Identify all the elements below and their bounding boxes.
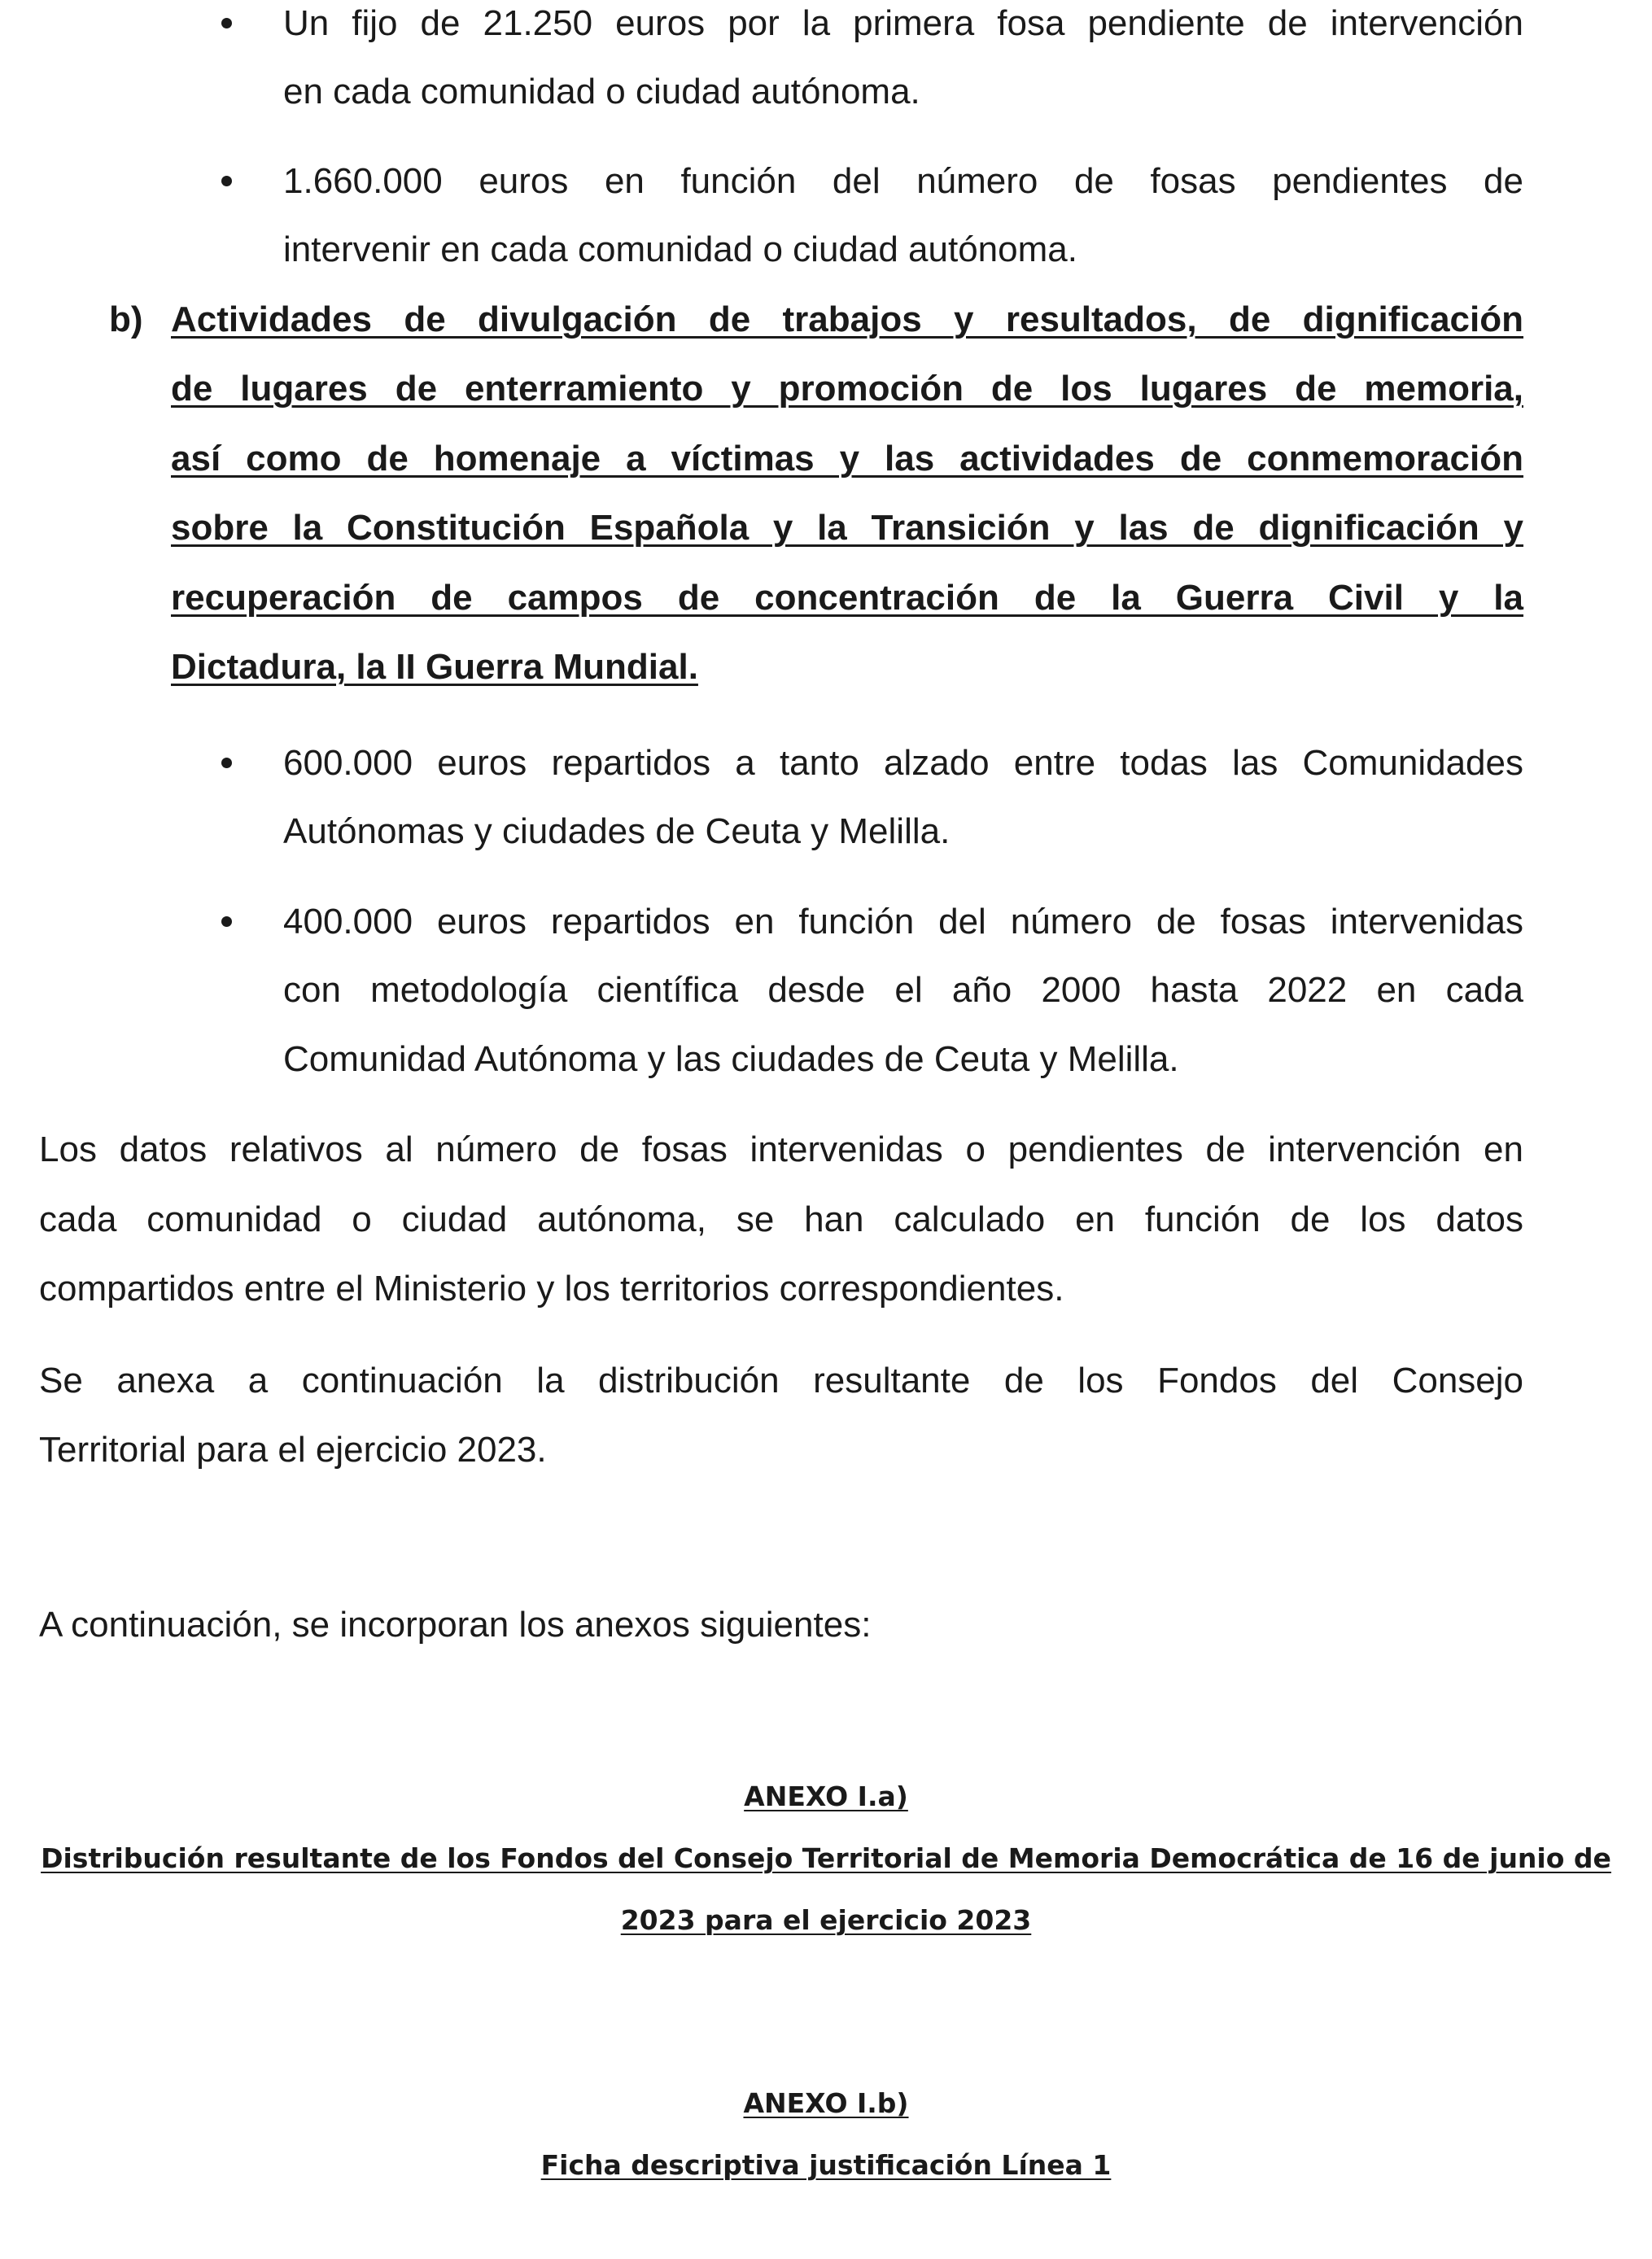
annex-a-line1: Distribución resultante de los Fondos del Consejo Territorial de Memoria Democrática de 16 de junio de xyxy=(41,1842,1611,1874)
section-b-heading-line6: Dictadura, la II Guerra Mundial. xyxy=(171,647,698,687)
bullet-marker-icon xyxy=(221,18,232,28)
section-b-heading-line3: así como de homenaje a víctimas y las actividades de conmemoración xyxy=(171,439,1523,478)
bullet-b2-line3: Comunidad Autónoma y las ciudades de Ceuta y Melilla. xyxy=(283,1039,1179,1079)
paragraph-2-line1: Se anexa a continuación la distribución resultante de los Fondos del Consejo xyxy=(39,1361,1523,1400)
annex-b-subtitle: Ficha descriptiva justificación Línea 1 xyxy=(540,2149,1112,2181)
bullet-b2-line2: con metodología científica desde el año 2000 hasta 2022 en cada xyxy=(283,970,1523,1010)
paragraph-2-line2: Territorial para el ejercicio 2023. xyxy=(39,1430,547,1470)
bullet-a2-line2: intervenir en cada comunidad o ciudad autónoma. xyxy=(283,229,1077,269)
bullet-a1-line2: en cada comunidad o ciudad autónoma. xyxy=(283,72,920,111)
paragraph-1-line2: cada comunidad o ciudad autónoma, se han calculado en función de los datos xyxy=(39,1199,1523,1239)
bullet-a2-line1: 1.660.000 euros en función del número de fosas pendientes de xyxy=(283,161,1523,201)
section-b-heading-line1: Actividades de divulgación de trabajos y resultados, de dignificación xyxy=(171,299,1523,339)
paragraph-3: A continuación, se incorporan los anexos siguientes: xyxy=(39,1605,872,1645)
section-b-heading-line5: recuperación de campos de concentración de la Guerra Civil y la xyxy=(171,578,1523,618)
bullet-b1-line1: 600.000 euros repartidos a tanto alzado entre todas las Comunidades xyxy=(283,743,1523,783)
section-b-label: b) xyxy=(109,299,143,339)
bullet-b2-line1: 400.000 euros repartidos en función del número de fosas intervenidas xyxy=(283,902,1523,942)
annex-a-title: ANEXO I.a) xyxy=(744,1781,908,1812)
bullet-b1-line2: Autónomas y ciudades de Ceuta y Melilla. xyxy=(283,811,951,851)
bullet-marker-icon xyxy=(221,916,232,927)
section-b-heading-line2: de lugares de enterramiento y promoción de los lugares de memoria, xyxy=(171,369,1523,409)
paragraph-1-line3: compartidos entre el Ministerio y los territorios correspondientes. xyxy=(39,1269,1064,1309)
bullet-a1-line1: Un fijo de 21.250 euros por la primera fosa pendiente de intervención xyxy=(283,3,1523,43)
annex-b-title: ANEXO I.b) xyxy=(743,2087,909,2119)
section-b-heading-line4: sobre la Constitución Española y la Transición y las de dignificación y xyxy=(171,508,1523,548)
bullet-marker-icon xyxy=(221,176,232,186)
annex-a-line2: 2023 para el ejercicio 2023 xyxy=(620,1904,1032,1936)
paragraph-1-line1: Los datos relativos al número de fosas intervenidas o pendientes de intervención en xyxy=(39,1130,1523,1169)
bullet-marker-icon xyxy=(221,758,232,768)
